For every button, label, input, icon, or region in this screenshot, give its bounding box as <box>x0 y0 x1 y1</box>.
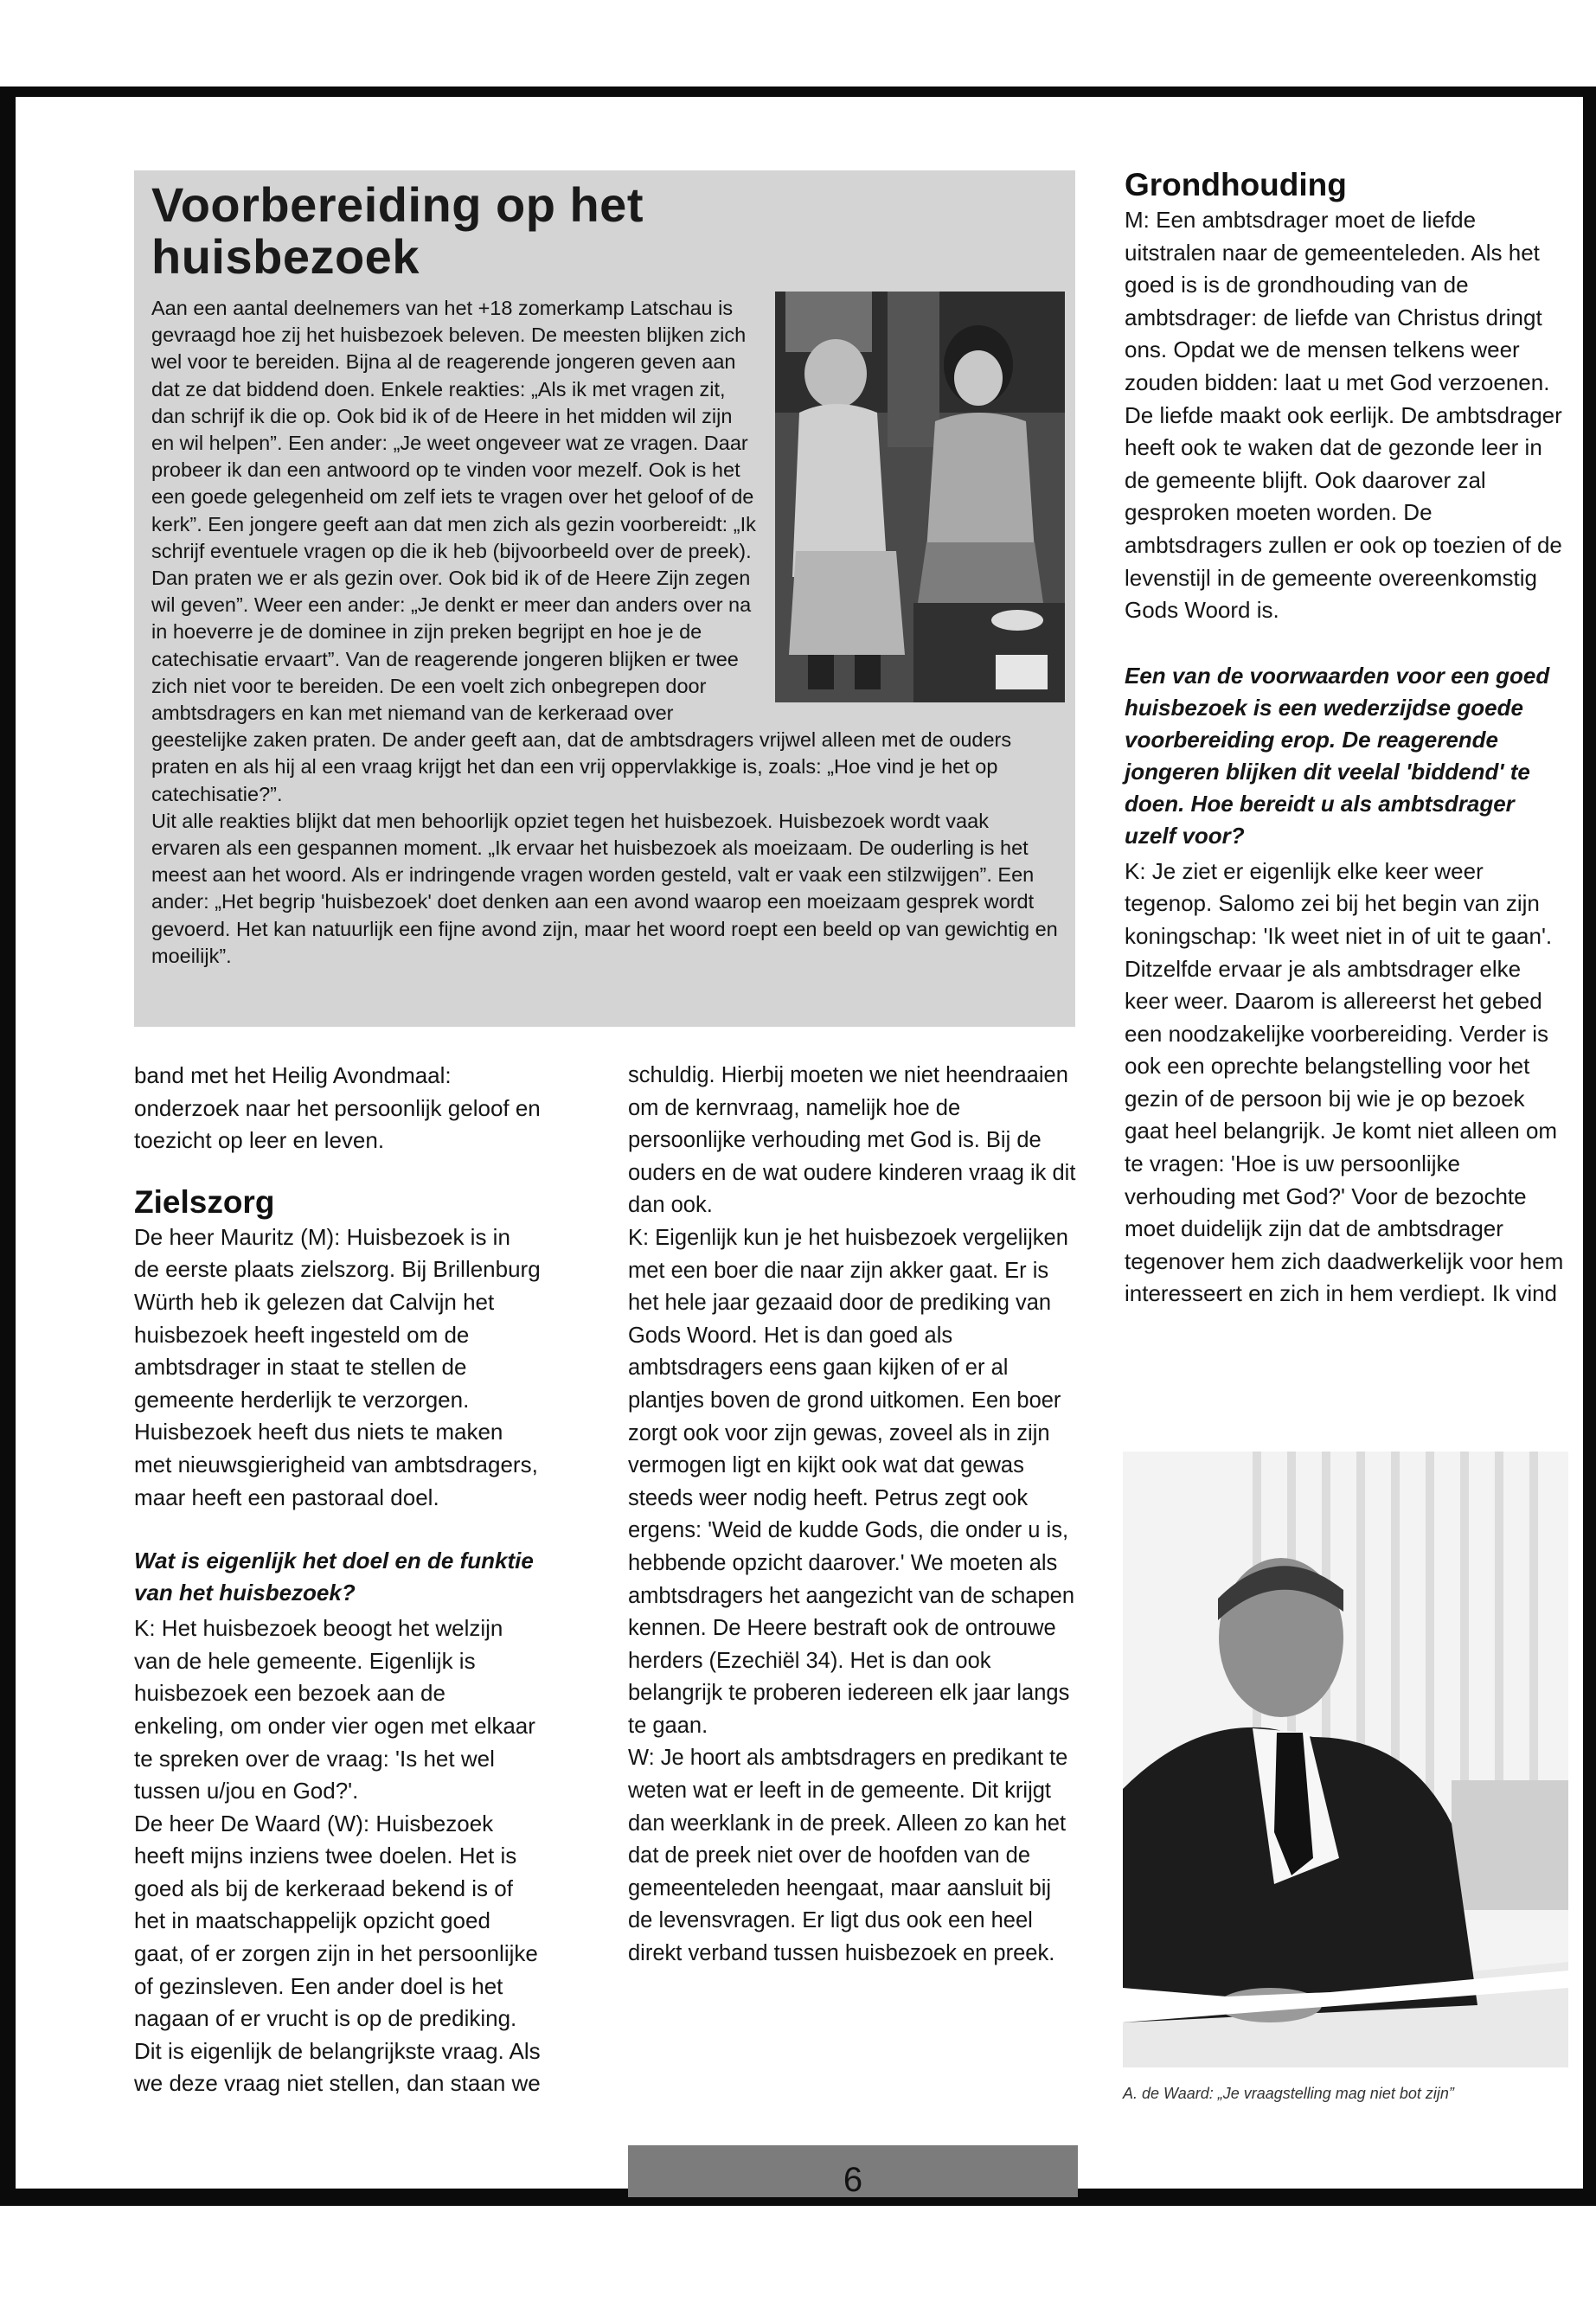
page-border-left <box>0 87 16 2206</box>
man-portrait-photo <box>1123 1452 1568 2067</box>
column2-paragraph-3: W: Je hoort als ambtsdragers en predikant te weten wat er leeft in de gemeente. Dit krijgt dan weerklank in de preek. Alleen zo kan het dat de preek niet over de hoofden van de gemeenteleden heengaat, maar aansluit bij de levensvragen. Er ligt dus ook een heel direkt verband tussen huisbezoek en preek. <box>628 1746 1068 1966</box>
sidebar-title-line1: Voorbereiding op het <box>151 177 644 232</box>
column1-paragraph-3: K: Het huisbezoek beoogt het welzijn van de hele gemeente. Eigenlijk is huisbezoek een bezoek aan de enkeling, om onder vier ogen met elkaar te spreken over de vraag: 'Is het wel tussen u/jou en God?'. <box>134 1615 535 1804</box>
column2-paragraph-1: schuldig. Hierbij moeten we niet heendraaien om de kernvraag, namelijk hoe de persoonlijke verhouding met God is. Bij de ouders en de wat oudere kinderen vraag ik dit dan ook. <box>628 1063 1076 1218</box>
man-portrait-illustration <box>1123 1452 1568 2067</box>
interview-question-1: Wat is eigenlijk het doel en de funktie van het huisbezoek? <box>134 1548 534 1606</box>
sidebar-title <box>151 179 1058 283</box>
sidebar-box <box>134 170 1075 1027</box>
column-2 <box>628 1060 1078 1971</box>
page-border-right <box>1583 87 1596 2206</box>
column1-paragraph-4: De heer De Waard (W): Huisbezoek heeft mijns inziens twee doelen. Het is goed als bij de kerkeraad bekend is of het in maatschappelijk opzicht goed gaat, of er zorgen zijn in het persoonlijke of gezinsleven. Een ander doel is het nagaan of er vrucht is op de prediking. Dit is eigenlijk de belangrijkste vraag. Als we deze vraag niet stellen, dan staan we <box>134 1810 541 2097</box>
column2-paragraph-2: K: Eigenlijk kun je het huisbezoek vergelijken met een boer die naar zijn akker gaat. Er is het hele jaar gezaaid door de prediking van Gods Woord. Het is dan goed als ambtsdragers eens gaan kijken of er al plantjes boven de grond uitkomen. Een boer zorgt ook voor zijn gewas, zoveel als in zijn vermogen ligt en kijkt ook wat dat gewas steeds weer nodig heeft. Petrus zegt ook ergens: 'Weid de kudde Gods, die onder u is, hebbende opzicht daarover.' We moeten als ambtsdragers het aangezicht van de schapen kennen. De Heere bestraft ook de ontrouwe herders (Ezechiël 34). Het is dan ook belangrijk te proberen iedereen elk jaar langs te gaan. <box>628 1225 1075 1738</box>
column-3 <box>1125 166 1570 1311</box>
two-girls-photo-illustration <box>775 292 1065 702</box>
column1-paragraph-2: De heer Mauritz (M): Huisbezoek is in de eerste plaats zielszorg. Bij Brillenburg Würth heb ik gelezen dat Calvijn het huisbezoek heeft ingesteld om de ambtsdrager in staat te stellen de gemeente herderlijk te verzorgen. Huisbezoek heeft dus niets te maken met nieuwsgierigheid van ambtsdragers, maar heeft een pastoraal doel. <box>134 1223 541 1510</box>
column-1 <box>134 1060 541 2100</box>
page-number: 6 <box>843 2161 863 2199</box>
column3-paragraph-2: K: Je ziet er eigenlijk elke keer weer tegenop. Salomo zei bij het begin van zijn koningschap: 'Ik weet niet in of uit te gaan'. Ditzelfde ervaar je als ambtsdrager elke keer weer. Daarom is allereerst het gebed een noodzakelijke voorbereiding. Verder is ook een oprechte belangstelling voor het gezin of de persoon bij wie je op bezoek gaat heel belangrijk. Je komt niet alleen om te vragen: 'Hoe is uw persoonlijke verhouding met God?' Voor de bezochte moet duidelijk zijn dat de ambtsdrager tegenover hem zich daadwerkelijk voor hem interesseert en zich in hem verdiept. Ik vind <box>1125 857 1564 1307</box>
heading-grondhouding: Grondhouding <box>1125 167 1347 202</box>
sidebar-title-line2: huisbezoek <box>151 229 420 284</box>
sidebar-paragraph-2: Uit alle reakties blijkt dat men behoorlijk opziet tegen het huisbezoek. Huisbezoek wordt vaak ervaren als een gespannen moment. „Ik ervaar het huisbezoek als moeizaam. De ouderling is het meest aan het woord. Als er indringende vragen worden gesteld, valt er vaak een stilzwijgen”. Een ander: „Het begrip 'huisbezoek' doet denken aan een avond waarop een moeizaam gesprek wordt gevoerd. Het kan natuurlijk een fijne avond zijn, maar het woord roept een beeld op van gewichtig en moeilijk”. <box>151 809 1058 967</box>
column3-paragraph-1: M: Een ambtsdrager moet de liefde uitstralen naar de gemeenteleden. Als het goed is is de grondhouding van de ambtsdrager: de liefde van Christus dringt ons. Opdat we de mensen telkens weer zouden bidden: laat u met God verzoenen. De liefde maakt ook eerlijk. De ambtsdrager heeft ook te waken dat de gezonde leer in de gemeente blijft. Ook daarover zal gesproken moeten worden. De ambtsdragers zullen er ook op toezien of de levenstijl in de gemeente overeenkomstig Gods Woord is. <box>1125 207 1562 624</box>
column1-paragraph-1: band met het Heilig Avondmaal: onderzoek naar het persoonlijk geloof en toezicht op leer en leven. <box>134 1062 541 1154</box>
interview-question-2: Een van de voorwaarden voor een goed huisbezoek is een wederzijdse goede voorbereiding erop. De reagerende jongeren blijken dit veelal 'biddend' te doen. Hoe bereidt u als ambtsdrager uzelf voor? <box>1125 662 1550 849</box>
heading-zielszorg: Zielszorg <box>134 1183 275 1220</box>
page-number-tab <box>628 2145 1078 2197</box>
sidebar-paragraph-1: Aan een aantal deelnemers van het +18 zomerkamp Latschau is gevraagd hoe zij het huisbezoek beleven. De meesten blijken zich wel voor te bereiden. Bijna al de reagerende jongeren geven aan dat ze dat biddend doen. Enkele reakties: „Als ik met vragen zit, dan schrijf ik die op. Ook bid ik of de Heere in het midden wil zijn en wil helpen”. Een ander: „Je weet ongeveer wat ze vragen. Daar probeer ik dan een antwoord op te vinden voor mezelf. Ook is het een goede gelegenheid om zelf iets te vragen over het geloof of de kerk”. Een jongere geeft aan dat men zich als gezin voorbereidt: „Ik schrijf eventuele vragen op die ik heb (bijvoorbeeld over de preek). Dan praten we er als gezin over. Ook bid ik of de Heere Zijn zegen wil geven”. Weer een ander: „Je denkt er meer dan anders over na in hoeverre je de dominee in zijn preken begrijpt en hoe je de catechisatie ervaart”. Van de reagerende jongeren blijken er twee zich niet voor te bereiden. De een voelt zich onbegrepen door ambtsdragers en kan met niemand van de kerkeraad over geestelijke zaken praten. De ander geeft aan, dat de ambtsdragers vrijwel alleen met de ouders praten en als hij al een vraag krijgt het dan een vrij oppervlakkige is, zoals: „Hoe vind je het op catechisatie?”. <box>151 297 1012 805</box>
photo-caption: A. de Waard: „Je vraagstelling mag niet bot zijn” <box>1123 2085 1454 2102</box>
page-border-top <box>0 87 1596 97</box>
two-girls-photo <box>775 292 1065 702</box>
